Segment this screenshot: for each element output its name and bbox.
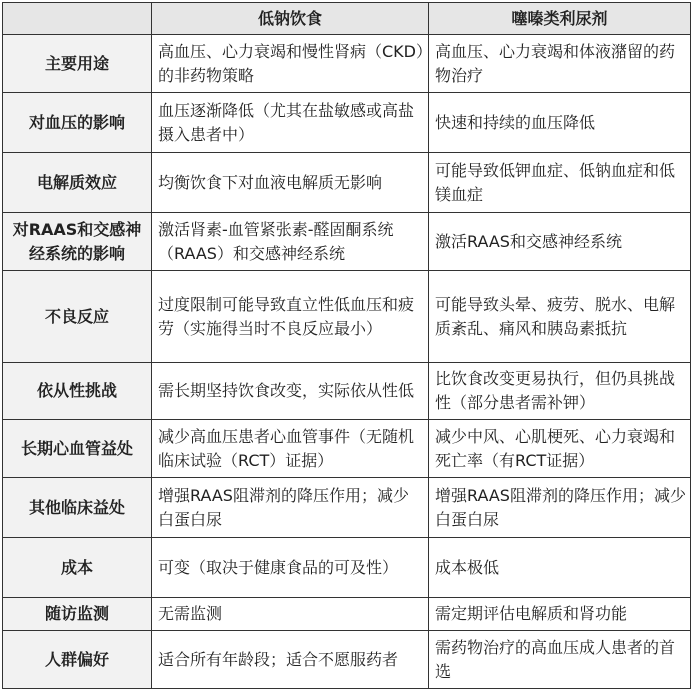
table-row	[3, 213, 691, 271]
thiazide-cell: 高血压、心力衰竭和体液潴留的药物治疗	[429, 35, 691, 93]
thiazide-cell: 减少中风、心肌梗死、心力衰竭和死亡率（有RCT证据）	[429, 420, 691, 478]
table-row	[3, 363, 691, 420]
low-sodium-cell: 激活肾素-血管紧张素-醛固酮系统（RAAS）和交感神经系统	[152, 213, 429, 271]
comparison-table	[2, 2, 691, 689]
low-sodium-cell: 无需监测	[152, 598, 429, 631]
table-row	[3, 478, 691, 538]
row-label: 依从性挑战	[3, 363, 152, 420]
table-row	[3, 153, 691, 213]
table-row	[3, 271, 691, 363]
low-sodium-cell: 过度限制可能导致直立性低血压和疲劳（实施得当时不良反应最小）	[152, 271, 429, 363]
thiazide-cell: 可能导致低钾血症、低钠血症和低镁血症	[429, 153, 691, 213]
row-label: 主要用途	[3, 35, 152, 93]
row-label: 其他临床益处	[3, 478, 152, 538]
thiazide-cell: 需定期评估电解质和肾功能	[429, 598, 691, 631]
low-sodium-cell: 血压逐渐降低（尤其在盐敏感或高盐摄入患者中）	[152, 93, 429, 153]
low-sodium-cell: 可变（取决于健康食品的可及性）	[152, 538, 429, 598]
row-label: 成本	[3, 538, 152, 598]
row-label: 对RAAS和交感神经系统的影响	[3, 213, 152, 271]
thiazide-cell: 快速和持续的血压降低	[429, 93, 691, 153]
table-row	[3, 598, 691, 631]
thiazide-cell: 增强RAAS阻滞剂的降压作用；减少白蛋白尿	[429, 478, 691, 538]
row-label: 随访监测	[3, 598, 152, 631]
header-row	[3, 3, 691, 35]
table-row	[3, 420, 691, 478]
header-thiazide: 噻嗪类利尿剂	[429, 3, 691, 35]
thiazide-cell: 可能导致头晕、疲劳、脱水、电解质紊乱、痛风和胰岛素抵抗	[429, 271, 691, 363]
header-corner	[3, 3, 152, 35]
thiazide-cell: 比饮食改变更易执行，但仍具挑战性（部分患者需补钾）	[429, 363, 691, 420]
table-row	[3, 538, 691, 598]
row-label: 对血压的影响	[3, 93, 152, 153]
thiazide-cell: 激活RAAS和交感神经系统	[429, 213, 691, 271]
row-label: 不良反应	[3, 271, 152, 363]
row-label: 电解质效应	[3, 153, 152, 213]
table-row	[3, 93, 691, 153]
low-sodium-cell: 减少高血压患者心血管事件（无随机临床试验（RCT）证据）	[152, 420, 429, 478]
table-row	[3, 35, 691, 93]
header-low-sodium: 低钠饮食	[152, 3, 429, 35]
low-sodium-cell: 增强RAAS阻滞剂的降压作用；减少白蛋白尿	[152, 478, 429, 538]
thiazide-cell: 成本极低	[429, 538, 691, 598]
low-sodium-cell: 高血压、心力衰竭和慢性肾病（CKD）的非药物策略	[152, 35, 429, 93]
row-label: 长期心血管益处	[3, 420, 152, 478]
row-label: 人群偏好	[3, 631, 152, 689]
table-row	[3, 631, 691, 689]
low-sodium-cell: 适合所有年龄段；适合不愿服药者	[152, 631, 429, 689]
thiazide-cell: 需药物治疗的高血压成人患者的首选	[429, 631, 691, 689]
low-sodium-cell: 需长期坚持饮食改变，实际依从性低	[152, 363, 429, 420]
low-sodium-cell: 均衡饮食下对血液电解质无影响	[152, 153, 429, 213]
